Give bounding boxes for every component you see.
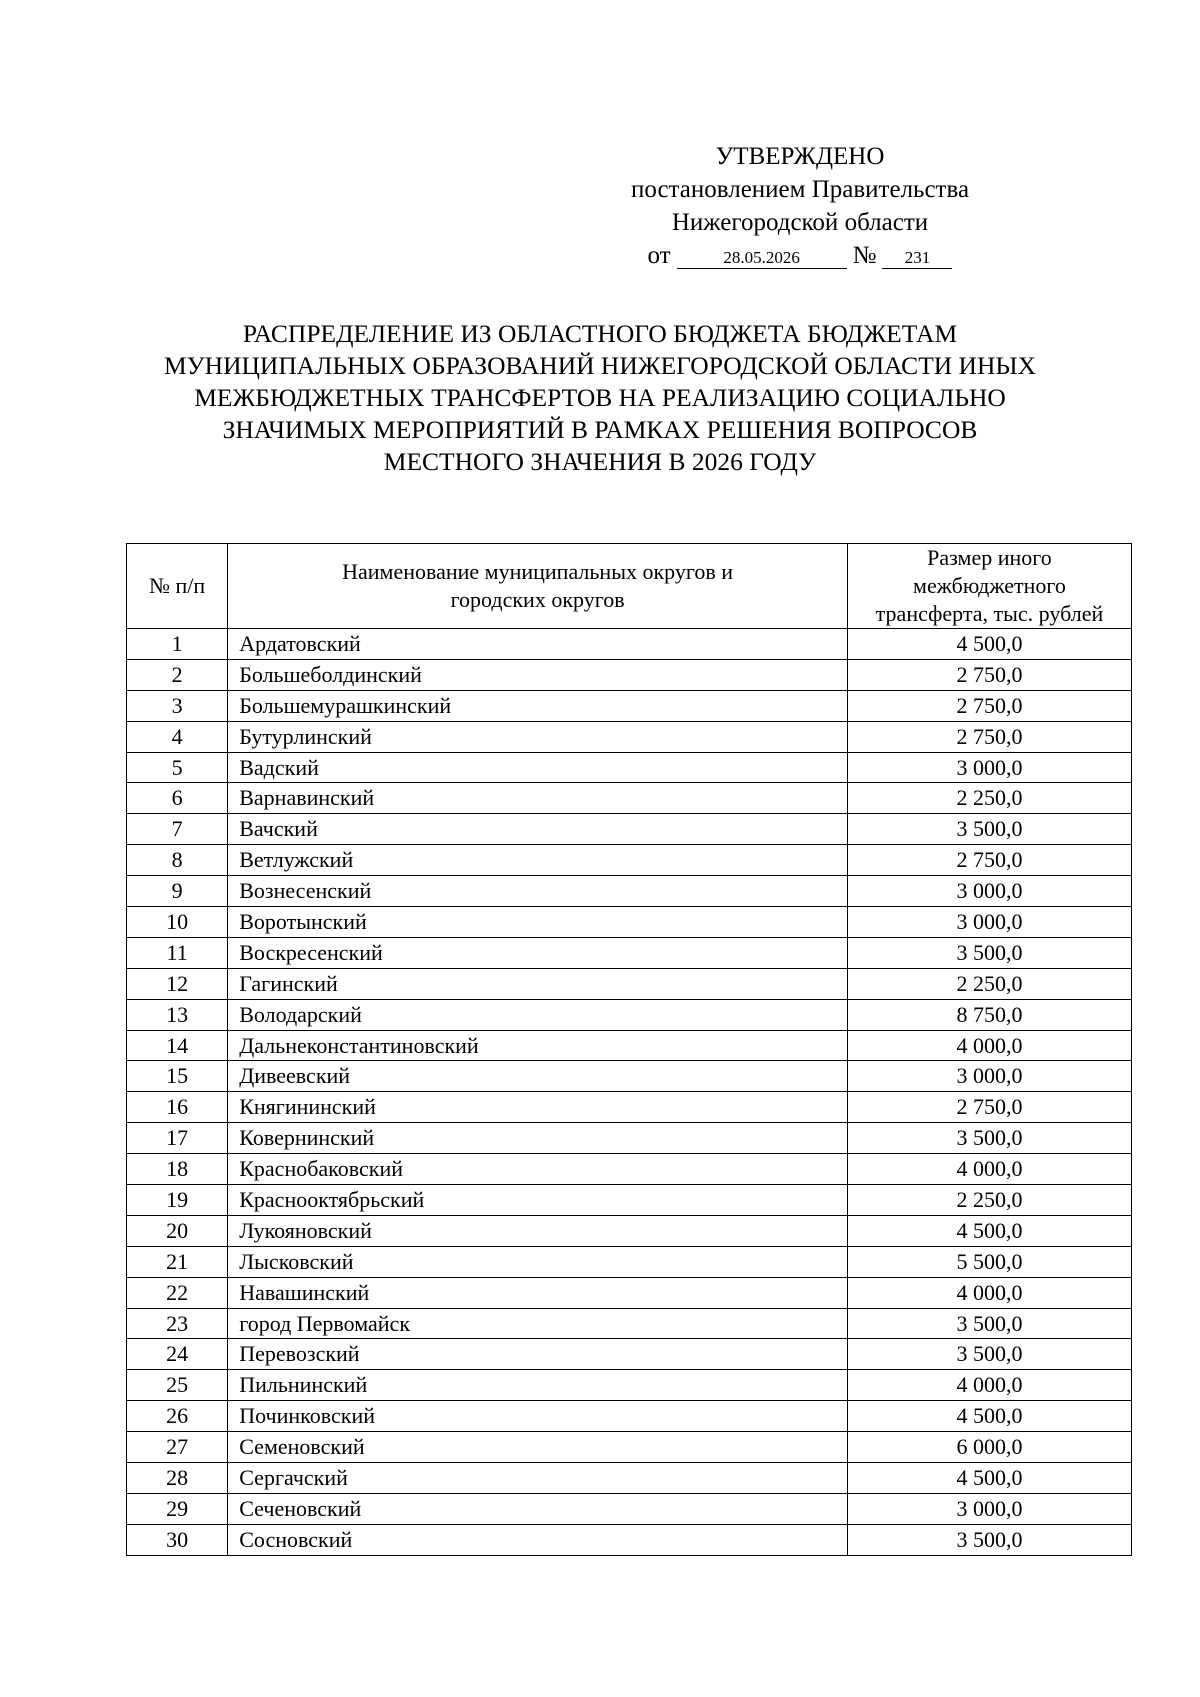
cell-name: город Первомайск xyxy=(228,1308,848,1339)
table-row xyxy=(127,1185,1132,1216)
cell-num: 10 xyxy=(127,907,228,938)
approval-date: 28.05.2026 xyxy=(677,248,847,269)
cell-name: Сергачский xyxy=(228,1463,848,1494)
table-row xyxy=(127,659,1132,690)
cell-value: 3 000,0 xyxy=(847,907,1131,938)
table-row xyxy=(127,1339,1132,1370)
cell-num: 21 xyxy=(127,1246,228,1277)
cell-name: Ковернинский xyxy=(228,1123,848,1154)
cell-num: 23 xyxy=(127,1308,228,1339)
cell-name: Княгининский xyxy=(228,1092,848,1123)
cell-name: Навашинский xyxy=(228,1277,848,1308)
cell-value: 4 000,0 xyxy=(847,1370,1131,1401)
approval-block xyxy=(600,140,1000,272)
cell-value: 3 500,0 xyxy=(847,1123,1131,1154)
cell-num: 4 xyxy=(127,721,228,752)
cell-name: Большемурашкинский xyxy=(228,690,848,721)
cell-num: 29 xyxy=(127,1493,228,1524)
cell-num: 27 xyxy=(127,1432,228,1463)
cell-name: Володарский xyxy=(228,999,848,1030)
cell-num: 5 xyxy=(127,752,228,783)
approval-number: 231 xyxy=(882,248,952,269)
header-value-line-1: Размер иного xyxy=(927,545,1052,570)
cell-num: 9 xyxy=(127,876,228,907)
table-row xyxy=(127,1308,1132,1339)
cell-value: 8 750,0 xyxy=(847,999,1131,1030)
cell-name: Гагинский xyxy=(228,968,848,999)
cell-name: Перевозский xyxy=(228,1339,848,1370)
table-row xyxy=(127,1401,1132,1432)
cell-num: 15 xyxy=(127,1061,228,1092)
cell-num: 24 xyxy=(127,1339,228,1370)
cell-value: 2 750,0 xyxy=(847,1092,1131,1123)
cell-name: Вачский xyxy=(228,814,848,845)
cell-num: 11 xyxy=(127,937,228,968)
table-row xyxy=(127,999,1132,1030)
cell-value: 3 500,0 xyxy=(847,1339,1131,1370)
approval-date-line xyxy=(600,239,1000,272)
table-row xyxy=(127,721,1132,752)
cell-num: 1 xyxy=(127,629,228,660)
cell-num: 12 xyxy=(127,968,228,999)
table-row xyxy=(127,1493,1132,1524)
title-line-3: МЕЖБЮДЖЕТНЫХ ТРАНСФЕРТОВ НА РЕАЛИЗАЦИЮ СОЦИАЛЬНО xyxy=(194,383,1006,412)
cell-name: Лукояновский xyxy=(228,1215,848,1246)
cell-name: Пильнинский xyxy=(228,1370,848,1401)
cell-num: 19 xyxy=(127,1185,228,1216)
table-row xyxy=(127,907,1132,938)
approval-heading: УТВЕРЖДЕНО xyxy=(715,143,885,170)
cell-name: Семеновский xyxy=(228,1432,848,1463)
cell-value: 6 000,0 xyxy=(847,1432,1131,1463)
cell-name: Дивеевский xyxy=(228,1061,848,1092)
cell-name: Варнавинский xyxy=(228,783,848,814)
cell-value: 3 500,0 xyxy=(847,1524,1131,1555)
table-row xyxy=(127,1524,1132,1555)
cell-value: 2 750,0 xyxy=(847,721,1131,752)
cell-num: 13 xyxy=(127,999,228,1030)
cell-value: 2 750,0 xyxy=(847,659,1131,690)
title-line-1: РАСПРЕДЕЛЕНИЕ ИЗ ОБЛАСТНОГО БЮДЖЕТА БЮДЖЕТАМ xyxy=(242,319,958,348)
cell-num: 16 xyxy=(127,1092,228,1123)
cell-name: Лысковский xyxy=(228,1246,848,1277)
document-title xyxy=(100,318,1100,478)
table-row xyxy=(127,1092,1132,1123)
cell-name: Починковский xyxy=(228,1401,848,1432)
cell-name: Воротынский xyxy=(228,907,848,938)
cell-name: Бутурлинский xyxy=(228,721,848,752)
table-row xyxy=(127,968,1132,999)
cell-name: Воскресенский xyxy=(228,937,848,968)
table-row xyxy=(127,783,1132,814)
table-row xyxy=(127,814,1132,845)
table-row xyxy=(127,1215,1132,1246)
cell-name: Краснобаковский xyxy=(228,1154,848,1185)
cell-value: 4 000,0 xyxy=(847,1030,1131,1061)
title-line-5: МЕСТНОГО ЗНАЧЕНИЯ В 2026 ГОДУ xyxy=(383,447,817,476)
header-value-line-3: трансферта, тыс. рублей xyxy=(875,601,1104,626)
header-name xyxy=(228,544,848,629)
cell-name: Сеченовский xyxy=(228,1493,848,1524)
cell-num: 20 xyxy=(127,1215,228,1246)
cell-value: 4 500,0 xyxy=(847,629,1131,660)
table-row xyxy=(127,1370,1132,1401)
cell-name: Ардатовский xyxy=(228,629,848,660)
cell-value: 4 500,0 xyxy=(847,1463,1131,1494)
cell-num: 8 xyxy=(127,845,228,876)
table-row xyxy=(127,629,1132,660)
cell-value: 3 000,0 xyxy=(847,752,1131,783)
table-row xyxy=(127,1463,1132,1494)
table-row xyxy=(127,690,1132,721)
approval-line-1: постановлением Правительства xyxy=(630,176,970,203)
cell-num: 18 xyxy=(127,1154,228,1185)
cell-name: Краснооктябрьский xyxy=(228,1185,848,1216)
table-row xyxy=(127,937,1132,968)
header-name-line-1: Наименование муниципальных округов и xyxy=(342,559,734,584)
cell-value: 4 500,0 xyxy=(847,1401,1131,1432)
cell-value: 3 000,0 xyxy=(847,876,1131,907)
cell-num: 14 xyxy=(127,1030,228,1061)
distribution-table xyxy=(126,543,1132,1556)
cell-num: 17 xyxy=(127,1123,228,1154)
cell-value: 4 500,0 xyxy=(847,1215,1131,1246)
cell-value: 2 250,0 xyxy=(847,968,1131,999)
table-row xyxy=(127,752,1132,783)
table-body xyxy=(127,629,1132,1556)
cell-value: 4 000,0 xyxy=(847,1277,1131,1308)
cell-value: 3 500,0 xyxy=(847,937,1131,968)
header-value-line-2: межбюджетного xyxy=(913,573,1066,598)
cell-num: 26 xyxy=(127,1401,228,1432)
cell-num: 30 xyxy=(127,1524,228,1555)
number-label: № xyxy=(852,242,877,269)
table-row xyxy=(127,845,1132,876)
header-name-line-2: городских округов xyxy=(450,587,625,612)
cell-num: 3 xyxy=(127,690,228,721)
table-row xyxy=(127,1246,1132,1277)
table-row xyxy=(127,1277,1132,1308)
cell-name: Большеболдинский xyxy=(228,659,848,690)
cell-value: 2 750,0 xyxy=(847,845,1131,876)
cell-num: 28 xyxy=(127,1463,228,1494)
cell-num: 2 xyxy=(127,659,228,690)
approval-line-2: Нижегородской области xyxy=(671,209,929,236)
cell-num: 6 xyxy=(127,783,228,814)
table-row xyxy=(127,1123,1132,1154)
cell-name: Дальнеконстантиновский xyxy=(228,1030,848,1061)
table-row xyxy=(127,1030,1132,1061)
header-value xyxy=(847,544,1131,629)
cell-num: 22 xyxy=(127,1277,228,1308)
cell-value: 4 000,0 xyxy=(847,1154,1131,1185)
cell-value: 3 000,0 xyxy=(847,1061,1131,1092)
cell-value: 2 250,0 xyxy=(847,783,1131,814)
table-header-row xyxy=(127,544,1132,629)
cell-value: 2 750,0 xyxy=(847,690,1131,721)
header-num: № п/п xyxy=(127,544,228,629)
table-row xyxy=(127,876,1132,907)
cell-value: 5 500,0 xyxy=(847,1246,1131,1277)
cell-value: 3 000,0 xyxy=(847,1493,1131,1524)
cell-num: 7 xyxy=(127,814,228,845)
table-row xyxy=(127,1061,1132,1092)
cell-name: Вознесенский xyxy=(228,876,848,907)
cell-name: Вадский xyxy=(228,752,848,783)
table-row xyxy=(127,1154,1132,1185)
title-line-2: МУНИЦИПАЛЬНЫХ ОБРАЗОВАНИЙ НИЖЕГОРОДСКОЙ ОБЛАСТИ ИНЫХ xyxy=(163,351,1037,380)
cell-value: 3 500,0 xyxy=(847,814,1131,845)
title-line-4: ЗНАЧИМЫХ МЕРОПРИЯТИЙ В РАМКАХ РЕШЕНИЯ ВОПРОСОВ xyxy=(222,415,978,444)
cell-name: Сосновский xyxy=(228,1524,848,1555)
table-row xyxy=(127,1432,1132,1463)
cell-name: Ветлужский xyxy=(228,845,848,876)
cell-num: 25 xyxy=(127,1370,228,1401)
from-label: от xyxy=(647,242,671,269)
cell-value: 2 250,0 xyxy=(847,1185,1131,1216)
cell-value: 3 500,0 xyxy=(847,1308,1131,1339)
